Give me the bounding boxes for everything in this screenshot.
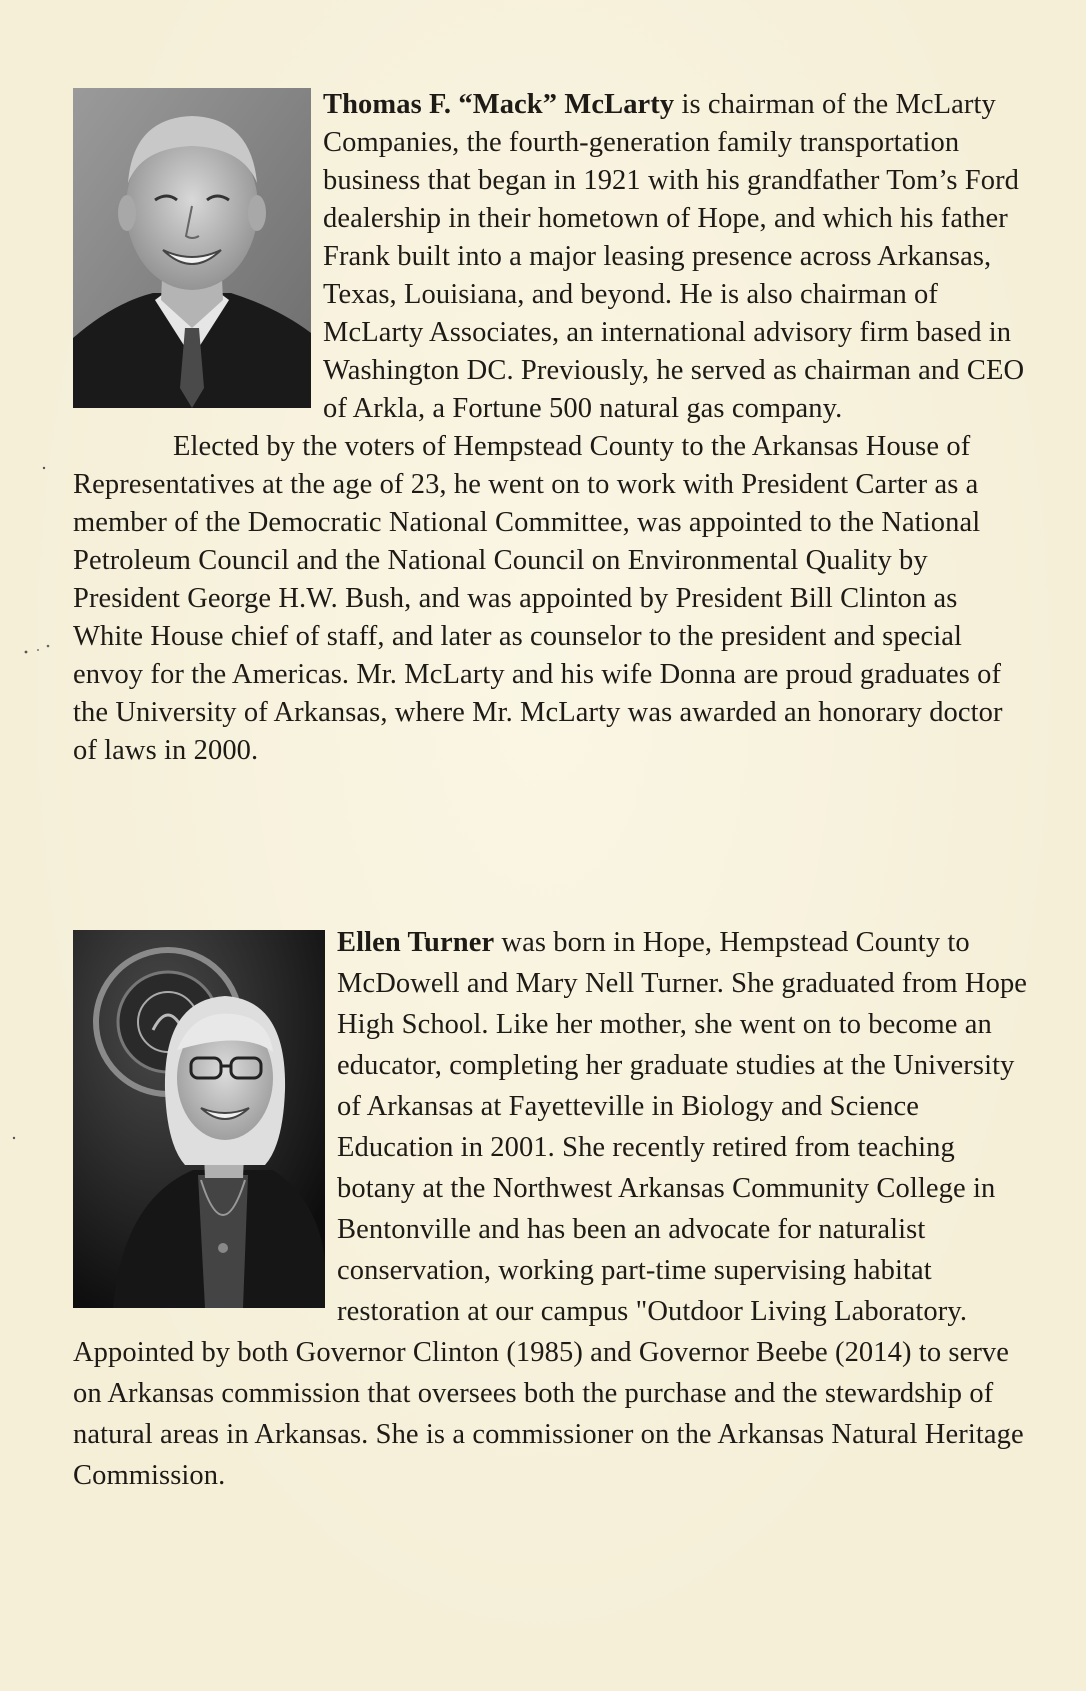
mclarty-bio-paragraph-1: is chairman of the McLarty Companies, the fourth-generation family transportation business that began in 1921 with his grandfather Tom’s Ford dealership in their hometown of Hope, and which his father Frank built into a major leasing presence across Arkansas, Texas, Louisiana, and beyond. He is also chairman of McLarty Associates, an international advisory firm based in Washington DC. Previously, he served as chairman and CEO of Arkla, a Fortune 500 natural gas company. [323,89,1025,424]
turner-bio-paragraph-1: was born in Hope, Hempstead County to McDowell and Mary Nell Turner. She graduated from Hope High School. Like her mother, she went on to become an educator, completing her graduate studies at the University of Arkansas at Fayetteville in Biology and Science Education in 2001. She recently retired from teaching botany at the Northwest Arkansas Community College in Bentonville and has been an advocate for naturalist conservation, working part-time supervising habitat restoration at our campus "Outdoor Living Laboratory. Appointed by both Governor Clinton (1985) and Governor Beebe (2014) to serve on Arkansas commission that oversees both the purchase and the stewardship of natural areas in Arkansas. She is a commissioner on the Arkansas Natural Heritage Commission. [73,927,1028,1491]
bio-mclarty [73,86,1033,770]
bio-turner [73,922,1033,1496]
turner-name: Ellen Turner [337,927,495,958]
mclarty-name: Thomas F. “Mack” McLarty [323,89,675,120]
mclarty-bio-paragraph-2: Elected by the voters of Hempstead County to the Arkansas House of Representatives at the age of 23, he went on to work with President Carter as a member of the Democratic National Committee, was appointed to the National Petroleum Council and the National Council on Environmental Quality by President George H.W. Bush, and was appointed by President Bill Clinton as White House chief of staff, and later as counselor to the president and special envoy for the Americas. Mr. McLarty and his wife Donna are proud graduates of the University of Arkansas, where Mr. McLarty was awarded an honorary doctor of laws in 2000. [73,431,1003,766]
mclarty-portrait-photo [73,88,311,408]
turner-portrait-photo [73,930,325,1308]
